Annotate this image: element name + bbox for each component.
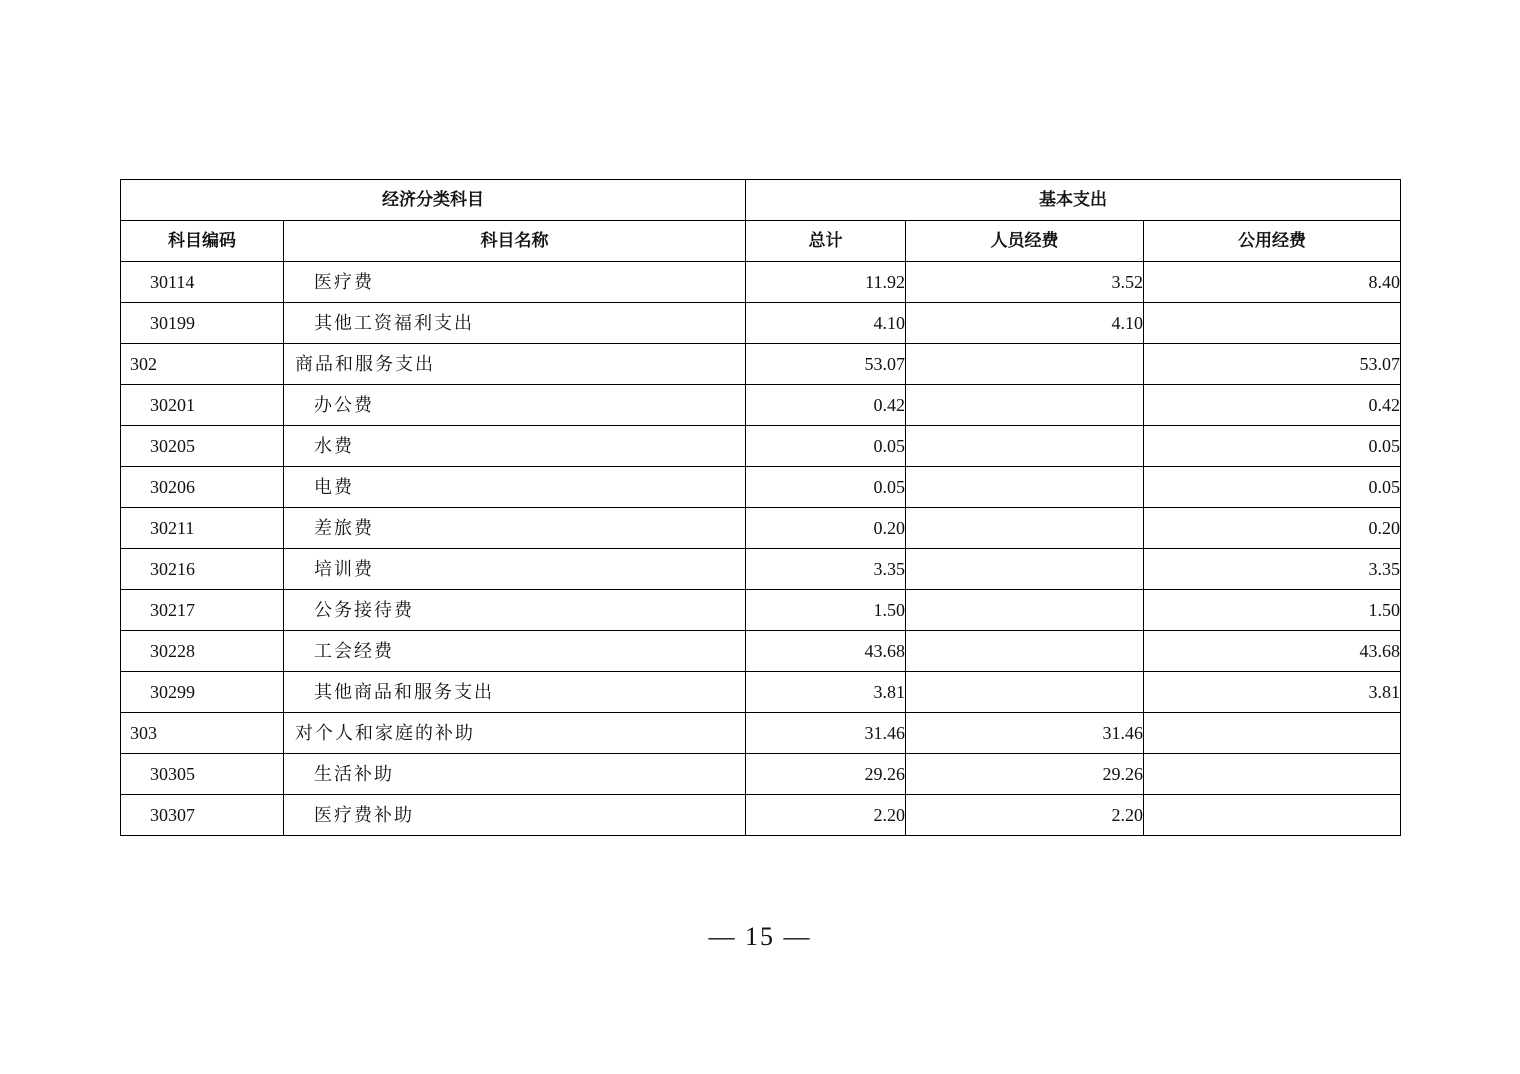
cell-personnel: 29.26 xyxy=(906,754,1144,795)
cell-code: 30217 xyxy=(121,590,284,631)
cell-public: 1.50 xyxy=(1144,590,1401,631)
cell-public: 8.40 xyxy=(1144,262,1401,303)
cell-name: 生活补助 xyxy=(284,754,746,795)
table-row xyxy=(121,344,1401,385)
table-row xyxy=(121,672,1401,713)
cell-public xyxy=(1144,713,1401,754)
cell-total: 1.50 xyxy=(746,590,906,631)
cell-name: 公务接待费 xyxy=(284,590,746,631)
cell-total: 29.26 xyxy=(746,754,906,795)
table-row xyxy=(121,262,1401,303)
cell-code: 30228 xyxy=(121,631,284,672)
cell-code: 30307 xyxy=(121,795,284,836)
cell-personnel: 31.46 xyxy=(906,713,1144,754)
cell-code: 30299 xyxy=(121,672,284,713)
cell-public xyxy=(1144,754,1401,795)
cell-public: 0.05 xyxy=(1144,467,1401,508)
cell-total: 0.42 xyxy=(746,385,906,426)
cell-name: 其他工资福利支出 xyxy=(284,303,746,344)
table-row xyxy=(121,467,1401,508)
header-code: 科目编码 xyxy=(121,221,284,262)
table-row xyxy=(121,385,1401,426)
cell-code: 30199 xyxy=(121,303,284,344)
cell-personnel xyxy=(906,549,1144,590)
cell-name: 商品和服务支出 xyxy=(284,344,746,385)
cell-name: 水费 xyxy=(284,426,746,467)
cell-code: 30211 xyxy=(121,508,284,549)
header-public: 公用经费 xyxy=(1144,221,1401,262)
cell-total: 53.07 xyxy=(746,344,906,385)
cell-public xyxy=(1144,303,1401,344)
cell-total: 2.20 xyxy=(746,795,906,836)
cell-personnel: 2.20 xyxy=(906,795,1144,836)
cell-personnel xyxy=(906,672,1144,713)
table-body xyxy=(121,262,1401,836)
cell-code: 302 xyxy=(121,344,284,385)
cell-personnel xyxy=(906,508,1144,549)
cell-personnel xyxy=(906,426,1144,467)
cell-code: 303 xyxy=(121,713,284,754)
cell-personnel xyxy=(906,631,1144,672)
header-name: 科目名称 xyxy=(284,221,746,262)
cell-personnel xyxy=(906,590,1144,631)
header-column-row xyxy=(121,221,1401,262)
cell-public: 3.35 xyxy=(1144,549,1401,590)
page-number: — 15 — xyxy=(708,922,812,951)
cell-personnel: 3.52 xyxy=(906,262,1144,303)
table-row xyxy=(121,795,1401,836)
header-group-row xyxy=(121,180,1401,221)
cell-total: 31.46 xyxy=(746,713,906,754)
cell-personnel: 4.10 xyxy=(906,303,1144,344)
cell-code: 30201 xyxy=(121,385,284,426)
cell-name: 对个人和家庭的补助 xyxy=(284,713,746,754)
table-row xyxy=(121,303,1401,344)
cell-personnel xyxy=(906,385,1144,426)
header-total: 总计 xyxy=(746,221,906,262)
cell-total: 0.20 xyxy=(746,508,906,549)
table-row xyxy=(121,549,1401,590)
header-personnel: 人员经费 xyxy=(906,221,1144,262)
header-economic-category: 经济分类科目 xyxy=(121,180,746,221)
cell-code: 30305 xyxy=(121,754,284,795)
budget-table-container xyxy=(120,179,1400,836)
table-row xyxy=(121,508,1401,549)
header-basic-expenditure: 基本支出 xyxy=(746,180,1401,221)
cell-public xyxy=(1144,795,1401,836)
cell-code: 30205 xyxy=(121,426,284,467)
cell-name: 医疗费 xyxy=(284,262,746,303)
cell-total: 43.68 xyxy=(746,631,906,672)
cell-code: 30114 xyxy=(121,262,284,303)
cell-total: 11.92 xyxy=(746,262,906,303)
table-row xyxy=(121,590,1401,631)
cell-public: 0.42 xyxy=(1144,385,1401,426)
cell-public: 53.07 xyxy=(1144,344,1401,385)
table-row xyxy=(121,754,1401,795)
cell-public: 0.05 xyxy=(1144,426,1401,467)
budget-table xyxy=(120,179,1401,836)
table-row xyxy=(121,631,1401,672)
cell-personnel xyxy=(906,467,1144,508)
cell-public: 3.81 xyxy=(1144,672,1401,713)
cell-code: 30206 xyxy=(121,467,284,508)
cell-code: 30216 xyxy=(121,549,284,590)
cell-total: 4.10 xyxy=(746,303,906,344)
cell-name: 其他商品和服务支出 xyxy=(284,672,746,713)
cell-public: 43.68 xyxy=(1144,631,1401,672)
cell-name: 医疗费补助 xyxy=(284,795,746,836)
cell-total: 3.35 xyxy=(746,549,906,590)
cell-name: 培训费 xyxy=(284,549,746,590)
cell-name: 差旅费 xyxy=(284,508,746,549)
cell-name: 工会经费 xyxy=(284,631,746,672)
cell-total: 0.05 xyxy=(746,426,906,467)
cell-public: 0.20 xyxy=(1144,508,1401,549)
cell-name: 电费 xyxy=(284,467,746,508)
table-row xyxy=(121,426,1401,467)
cell-total: 3.81 xyxy=(746,672,906,713)
cell-personnel xyxy=(906,344,1144,385)
cell-total: 0.05 xyxy=(746,467,906,508)
table-row xyxy=(121,713,1401,754)
cell-name: 办公费 xyxy=(284,385,746,426)
